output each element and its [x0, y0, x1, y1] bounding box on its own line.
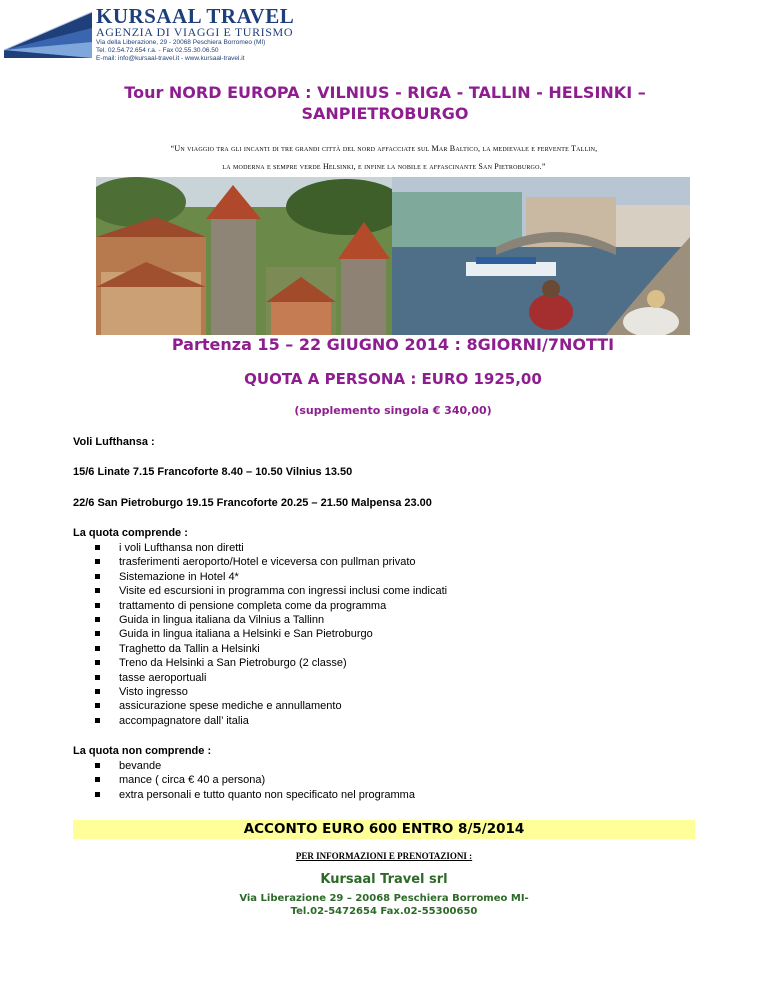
company-address: Via Liberazione 29 – 20068 Peschiera Borromeo MI- [239, 893, 529, 904]
list-item: Treno da Helsinki a San Pietroburgo (2 classe) [73, 656, 693, 670]
intro-line-1: “Un viaggio tra gli incanti di tre grandi città del nord affacciate sul Mar Baltico, la medievale e fervente Tallin, [170, 144, 598, 153]
includes-list [73, 541, 693, 728]
phone-line: Tel. 02.54.72.654 r.a. - Fax 02.55.30.06.50 [96, 47, 219, 54]
list-item: trasferimenti aeroporto/Hotel e viceversa con pullman privato [73, 555, 693, 569]
includes-heading: La quota comprende : [73, 527, 188, 539]
return-flight: 22/6 San Pietroburgo 19.15 Francoforte 20.25 – 21.50 Malpensa 23.00 [73, 497, 432, 509]
list-item: Traghetto da Tallin a Helsinki [73, 642, 693, 656]
intro-line-2: la moderna e sempre verde Helsinki, e infine la nobile e affascinante San Pietroburgo.” [222, 162, 546, 171]
outbound-flight: 15/6 Linate 7.15 Francoforte 8.40 – 10.50 Vilnius 13.50 [73, 466, 353, 478]
departure-dates: Partenza 15 – 22 GIUGNO 2014 : 8GIORNI/7NOTTI [171, 335, 615, 354]
list-item: Guida in lingua italiana da Vilnius a Tallinn [73, 613, 693, 627]
tour-title: Tour NORD EUROPA : VILNIUS - RIGA - TALLIN - HELSINKI – SANPIETROBURGO [124, 83, 646, 123]
flights-heading: Voli Lufthansa : [73, 436, 155, 448]
list-item: Visite ed escursioni in programma con ingressi inclusi come indicati [73, 584, 693, 598]
email-line: E-mail: info@kursaal-travel.it - www.kursaal-travel.it [96, 55, 245, 62]
excludes-heading: La quota non comprende : [73, 745, 212, 757]
company-phones: Tel.02-5472654 Fax.02-55300650 [290, 906, 478, 917]
list-item: Visto ingresso [73, 685, 693, 699]
info-heading: PER INFORMAZIONI E PRENOTAZIONI : [295, 851, 473, 861]
company-name: Kursaal Travel srl [320, 872, 448, 887]
brand-name: KURSAAL TRAVEL [96, 4, 295, 28]
excludes-list [73, 759, 693, 802]
brand-subtitle: AGENZIA DI VIAGGI E TURISMO [96, 25, 294, 39]
logo-text [96, 6, 294, 63]
list-item: Sistemazione in Hotel 4* [73, 570, 693, 584]
company-contacts [73, 892, 695, 918]
price-per-person: QUOTA A PERSONA : EURO 1925,00 [244, 370, 542, 388]
list-item: assicurazione spese mediche e annullamento [73, 699, 693, 713]
single-supplement: (supplemento singola € 340,00) [294, 404, 492, 417]
list-item: i voli Lufthansa non diretti [73, 541, 693, 555]
list-item: Guida in lingua italiana a Helsinki e San Pietroburgo [73, 627, 693, 641]
list-item: extra personali e tutto quanto non specificato nel programma [73, 788, 693, 802]
list-item: trattamento di pensione completa come da programma [73, 599, 693, 613]
intro-quote [70, 140, 698, 176]
list-item: tasse aeroportuali [73, 671, 693, 685]
tour-photo [96, 177, 690, 335]
deposit-banner: ACCONTO EURO 600 ENTRO 8/5/2014 [73, 820, 695, 839]
canal-san-pietroburgo-image [392, 177, 690, 335]
old-town-tallin-image [96, 177, 406, 335]
list-item: accompagnatore dall’ italia [73, 714, 693, 728]
address-line: Via della Liberazione, 29 - 20068 Peschiera Borromeo (MI) [96, 39, 266, 46]
list-item: bevande [73, 759, 693, 773]
list-item: mance ( circa € 40 a persona) [73, 773, 693, 787]
